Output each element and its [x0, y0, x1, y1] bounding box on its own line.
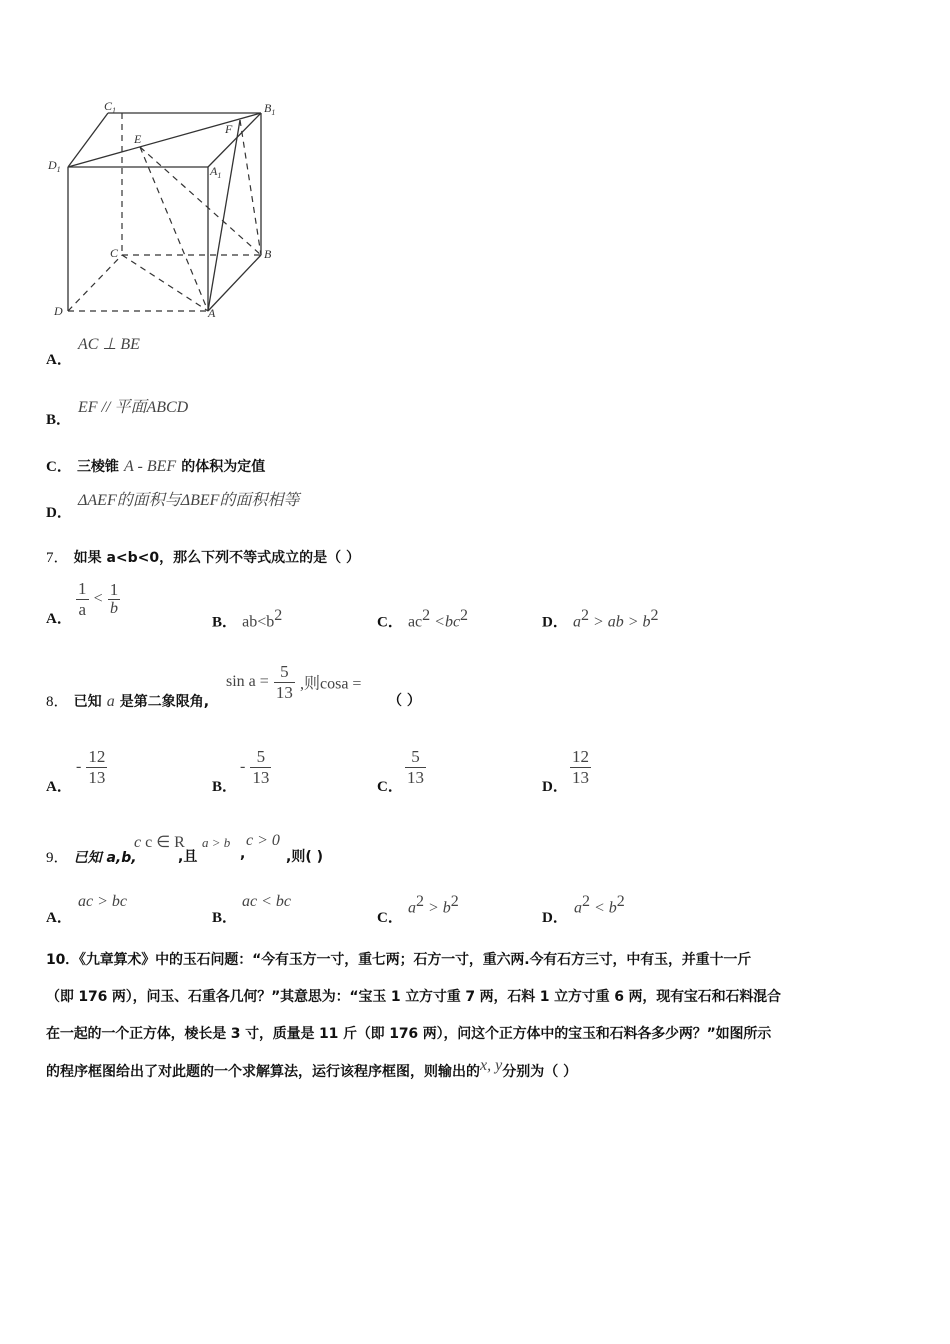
q9-a-gt-b: a > b	[202, 835, 231, 850]
label-f: F	[225, 122, 233, 136]
q10-line-4: 的程序框图给出了对此题的一个求解算法，运行该程序框图，则输出的x, y分别为（ ）	[46, 1057, 578, 1080]
q8-option-c-expr: $\frac{5}{13}$	[407, 747, 424, 787]
q9-option-d-expr: $a^2 < b^2$	[574, 893, 625, 917]
seg-bf	[240, 120, 261, 255]
q6-option-d: D．	[46, 505, 72, 521]
q7-option-a-expr: $\frac{1}{a}$ < $\frac{1}{b}$	[78, 579, 119, 619]
q8-option-b: B．	[212, 779, 238, 795]
q10-line-1: 10．《九章算术》中的玉石问题：“今有玉方一寸，重七两；石方一寸，重六两.今有石方三寸，中有玉，并重十一斤	[46, 952, 752, 968]
q6-option-c: C． 三棱锥 A - BEF 的体积为定值	[46, 458, 266, 475]
q6-option-b-expr: EF // 平面ABCD	[78, 399, 189, 416]
q8-option-d: D．	[542, 779, 568, 795]
q9-c-in-r: c c ∈ R	[134, 834, 185, 851]
edge-d1c1	[68, 113, 108, 167]
label-d1: $D_1$	[48, 158, 61, 174]
q10-line-3: 在一起的一个正方体，棱长是 3 寸，质量是 11 斤（即 176 两），问这个正方体中的宝玉和石料各多少两？”如图所示	[46, 1026, 772, 1042]
q9-option-d: D．	[542, 910, 568, 926]
label-a1: $A_1$	[210, 164, 222, 180]
q7-option-a: A．	[46, 611, 72, 627]
q7-option-d: D． $a^2$ > ab > $b^2$	[542, 607, 659, 631]
q8-option-a: A．	[46, 779, 72, 795]
q8-stem-left: 8． 已知 a 是第二象限角,	[46, 693, 210, 710]
q9-option-a-expr: ac > bc	[78, 893, 127, 910]
q8-option-b-expr: - $\frac{5}{13}$	[240, 747, 270, 787]
q10-line-2: （即 176 两），问玉、石重各几何？”其意思为：“宝玉 1 立方寸重 7 两，石料 1 立方寸重 6 两，现有宝石和石料混合	[46, 989, 781, 1005]
q6-option-a: A．	[46, 352, 72, 368]
label-d: D	[54, 304, 63, 318]
label-e: E	[134, 132, 142, 146]
q8-option-a-expr: - $\frac{12}{13}$	[76, 747, 106, 787]
q9-stem-left: 9． 已知 a,b,	[46, 850, 137, 866]
label-a: A	[208, 306, 216, 320]
q6-option-d-expr: ΔAEF的面积与ΔBEF的面积相等	[78, 492, 300, 509]
q9-option-c-expr: $a^2 > b^2$	[408, 893, 459, 917]
seg-be	[140, 147, 261, 255]
q8-option-d-expr: $\frac{12}{13}$	[572, 747, 589, 787]
label-c: C	[110, 246, 119, 260]
seg-ae	[140, 147, 208, 311]
diag-ca	[122, 255, 208, 311]
q6-option-b: B．	[46, 412, 72, 428]
q9-option-b-expr: ac < bc	[242, 893, 291, 910]
q9-comma: ,	[240, 846, 246, 862]
cube-figure	[40, 95, 290, 325]
q9-option-b: B．	[212, 910, 238, 926]
q7-option-b: B． $ab<b^2$	[212, 607, 283, 631]
q8-option-c: C．	[377, 779, 403, 795]
edge-dc	[68, 255, 122, 311]
label-b1: $B_1$	[264, 101, 276, 117]
q10-paragraph	[46, 942, 916, 1091]
label-b: B	[264, 247, 272, 261]
q9-c-gt-0: c > 0	[246, 832, 280, 849]
q8-paren: （ ）	[388, 693, 421, 709]
q9-qie: ,且	[178, 849, 198, 865]
q6-option-a-expr: AC ⊥ BE	[78, 336, 140, 353]
q7-option-c: C． $ac^2 <bc^2$	[377, 607, 469, 631]
q9-option-a: A．	[46, 910, 72, 926]
q8-stem-formula: sin a = $\frac{5}{13}$ ,则cosa =	[226, 662, 362, 702]
label-c1: $C_1$	[104, 99, 117, 115]
edge-a1b1	[208, 113, 261, 167]
q7-stem: 7． 如果 a<b<0，那么下列不等式成立的是（ ）	[46, 550, 361, 566]
q9-option-c: C．	[377, 910, 403, 926]
q9-post: ,则( )	[286, 849, 323, 865]
